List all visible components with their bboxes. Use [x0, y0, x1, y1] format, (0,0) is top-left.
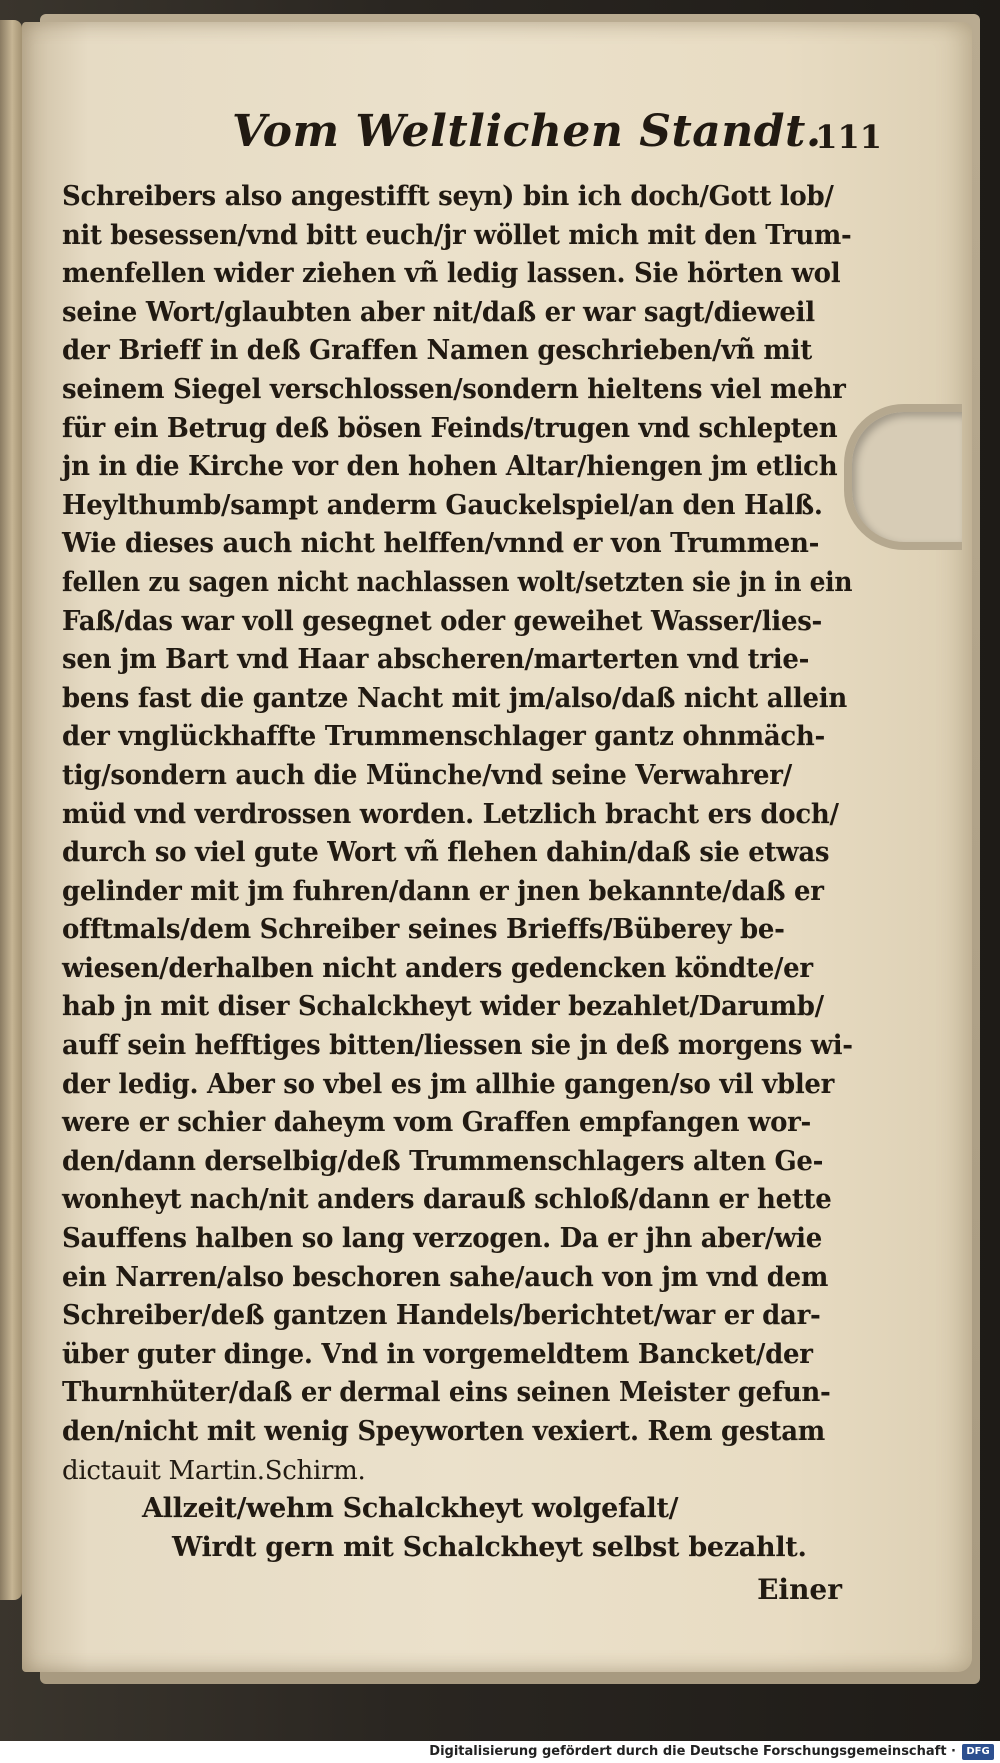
signature-line: dictauit Martin.Schirm.: [62, 1455, 366, 1486]
text-line: seinem Siegel verschlossen/sondern hieltens viel mehr: [62, 373, 846, 405]
text-line: der vnglückhaffte Trummenschlager gantz ohnmäch-: [62, 721, 826, 753]
text-line: fellen zu sagen nicht nachlassen wolt/setzten sie jn in ein: [62, 566, 853, 598]
text-line: Thurnhüter/daß er dermal eins seinen Meister gefun-: [62, 1377, 831, 1409]
text-line: Faß/das war voll gesegnet oder geweihet Wasser/lies-: [62, 605, 823, 637]
text-line: gelinder mit jm fuhren/dann er jnen bekannte/daß er: [62, 875, 824, 907]
body-text: [62, 178, 882, 1452]
text-line: wiesen/derhalben nicht anders gedencken köndte/er: [62, 952, 813, 984]
text-line: für ein Betrug deß bösen Feinds/trugen vnd schlepten: [62, 412, 838, 444]
catchword: Einer: [757, 1573, 842, 1607]
text-line: were er schier daheym vom Graffen empfangen wor-: [62, 1107, 812, 1139]
text-line: der ledig. Aber so vbel es jm allhie gangen/so vil vbler: [62, 1068, 835, 1100]
footer-credit: Digitalisierung gefördert durch die Deutsche Forschungsgemeinschaft ·: [429, 1744, 956, 1759]
running-head: Vom Weltlichen Standt.: [232, 106, 822, 157]
verse-line-1: Allzeit/wehm Schalckheyt wolgefalt/: [142, 1493, 679, 1525]
text-line: über guter dinge. Vnd in vorgemeldtem Bancket/der: [62, 1338, 813, 1370]
page-header: [62, 106, 882, 178]
dfg-logo: DFG: [962, 1744, 994, 1760]
text-line: wonheyt nach/nit anders darauß schloß/dann er hette: [62, 1184, 832, 1216]
text-line: seine Wort/glaubten aber nit/daß er war sagt/dieweil: [62, 296, 815, 328]
text-line: der Brieff in deß Graffen Namen geschrieben/vñ mit: [62, 335, 812, 367]
text-line: ein Narren/also beschoren sahe/auch von jm vnd dem: [62, 1261, 829, 1293]
text-line: Wie dieses auch nicht helffen/vnnd er von Trummen-: [62, 528, 820, 560]
book-page: [22, 22, 972, 1672]
verse-line-2: Wirdt gern mit Schalckheyt selbst bezahlt.: [172, 1531, 807, 1563]
text-line: sen jm Bart vnd Haar abscheren/marterten vnd trie-: [62, 644, 810, 676]
text-line: Schreibers also angestifft seyn) bin ich doch/Gott lob/: [62, 181, 834, 212]
text-line: den/nicht mit wenig Speyworten vexiert. Rem gestam: [62, 1416, 826, 1447]
text-line: tig/sondern auch die Münche/vnd seine Verwahrer/: [62, 759, 792, 791]
text-line: hab jn mit diser Schalckheyt wider bezahlet/Darumb/: [62, 991, 824, 1023]
text-line: müd vnd verdrossen worden. Letzlich bracht ers doch/: [62, 798, 839, 830]
text-line: Heylthumb/sampt anderm Gauckelspiel/an den Halß.: [62, 489, 823, 521]
text-line: menfellen wider ziehen vñ ledig lassen. Sie hörten wol: [62, 258, 841, 290]
text-line: offtmals/dem Schreiber seines Brieffs/Büberey be-: [62, 914, 785, 946]
text-line: jn in die Kirche vor den hohen Altar/hiengen jm etlich: [62, 451, 838, 483]
text-block: [62, 106, 882, 1607]
digitization-footer: [0, 1741, 1000, 1763]
facing-page-edge: [0, 20, 22, 1600]
text-line: bens fast die gantze Nacht mit jm/also/daß nicht allein: [62, 682, 847, 714]
text-line: den/dann derselbig/deß Trummenschlagers alten Ge-: [62, 1145, 824, 1177]
text-line: Schreiber/deß gantzen Handels/berichtet/war er dar-: [62, 1300, 821, 1332]
text-line: nit besessen/vnd bitt euch/jr wöllet mich mit den Trum-: [62, 219, 852, 251]
text-line: Sauffens halben so lang verzogen. Da er jhn aber/wie: [62, 1223, 822, 1255]
text-line: durch so viel gute Wort vñ flehen dahin/daß sie etwas: [62, 837, 830, 869]
text-line: auff sein hefftiges bitten/liessen sie jn deß morgens wi-: [62, 1030, 853, 1062]
page-number: 111: [815, 118, 882, 156]
